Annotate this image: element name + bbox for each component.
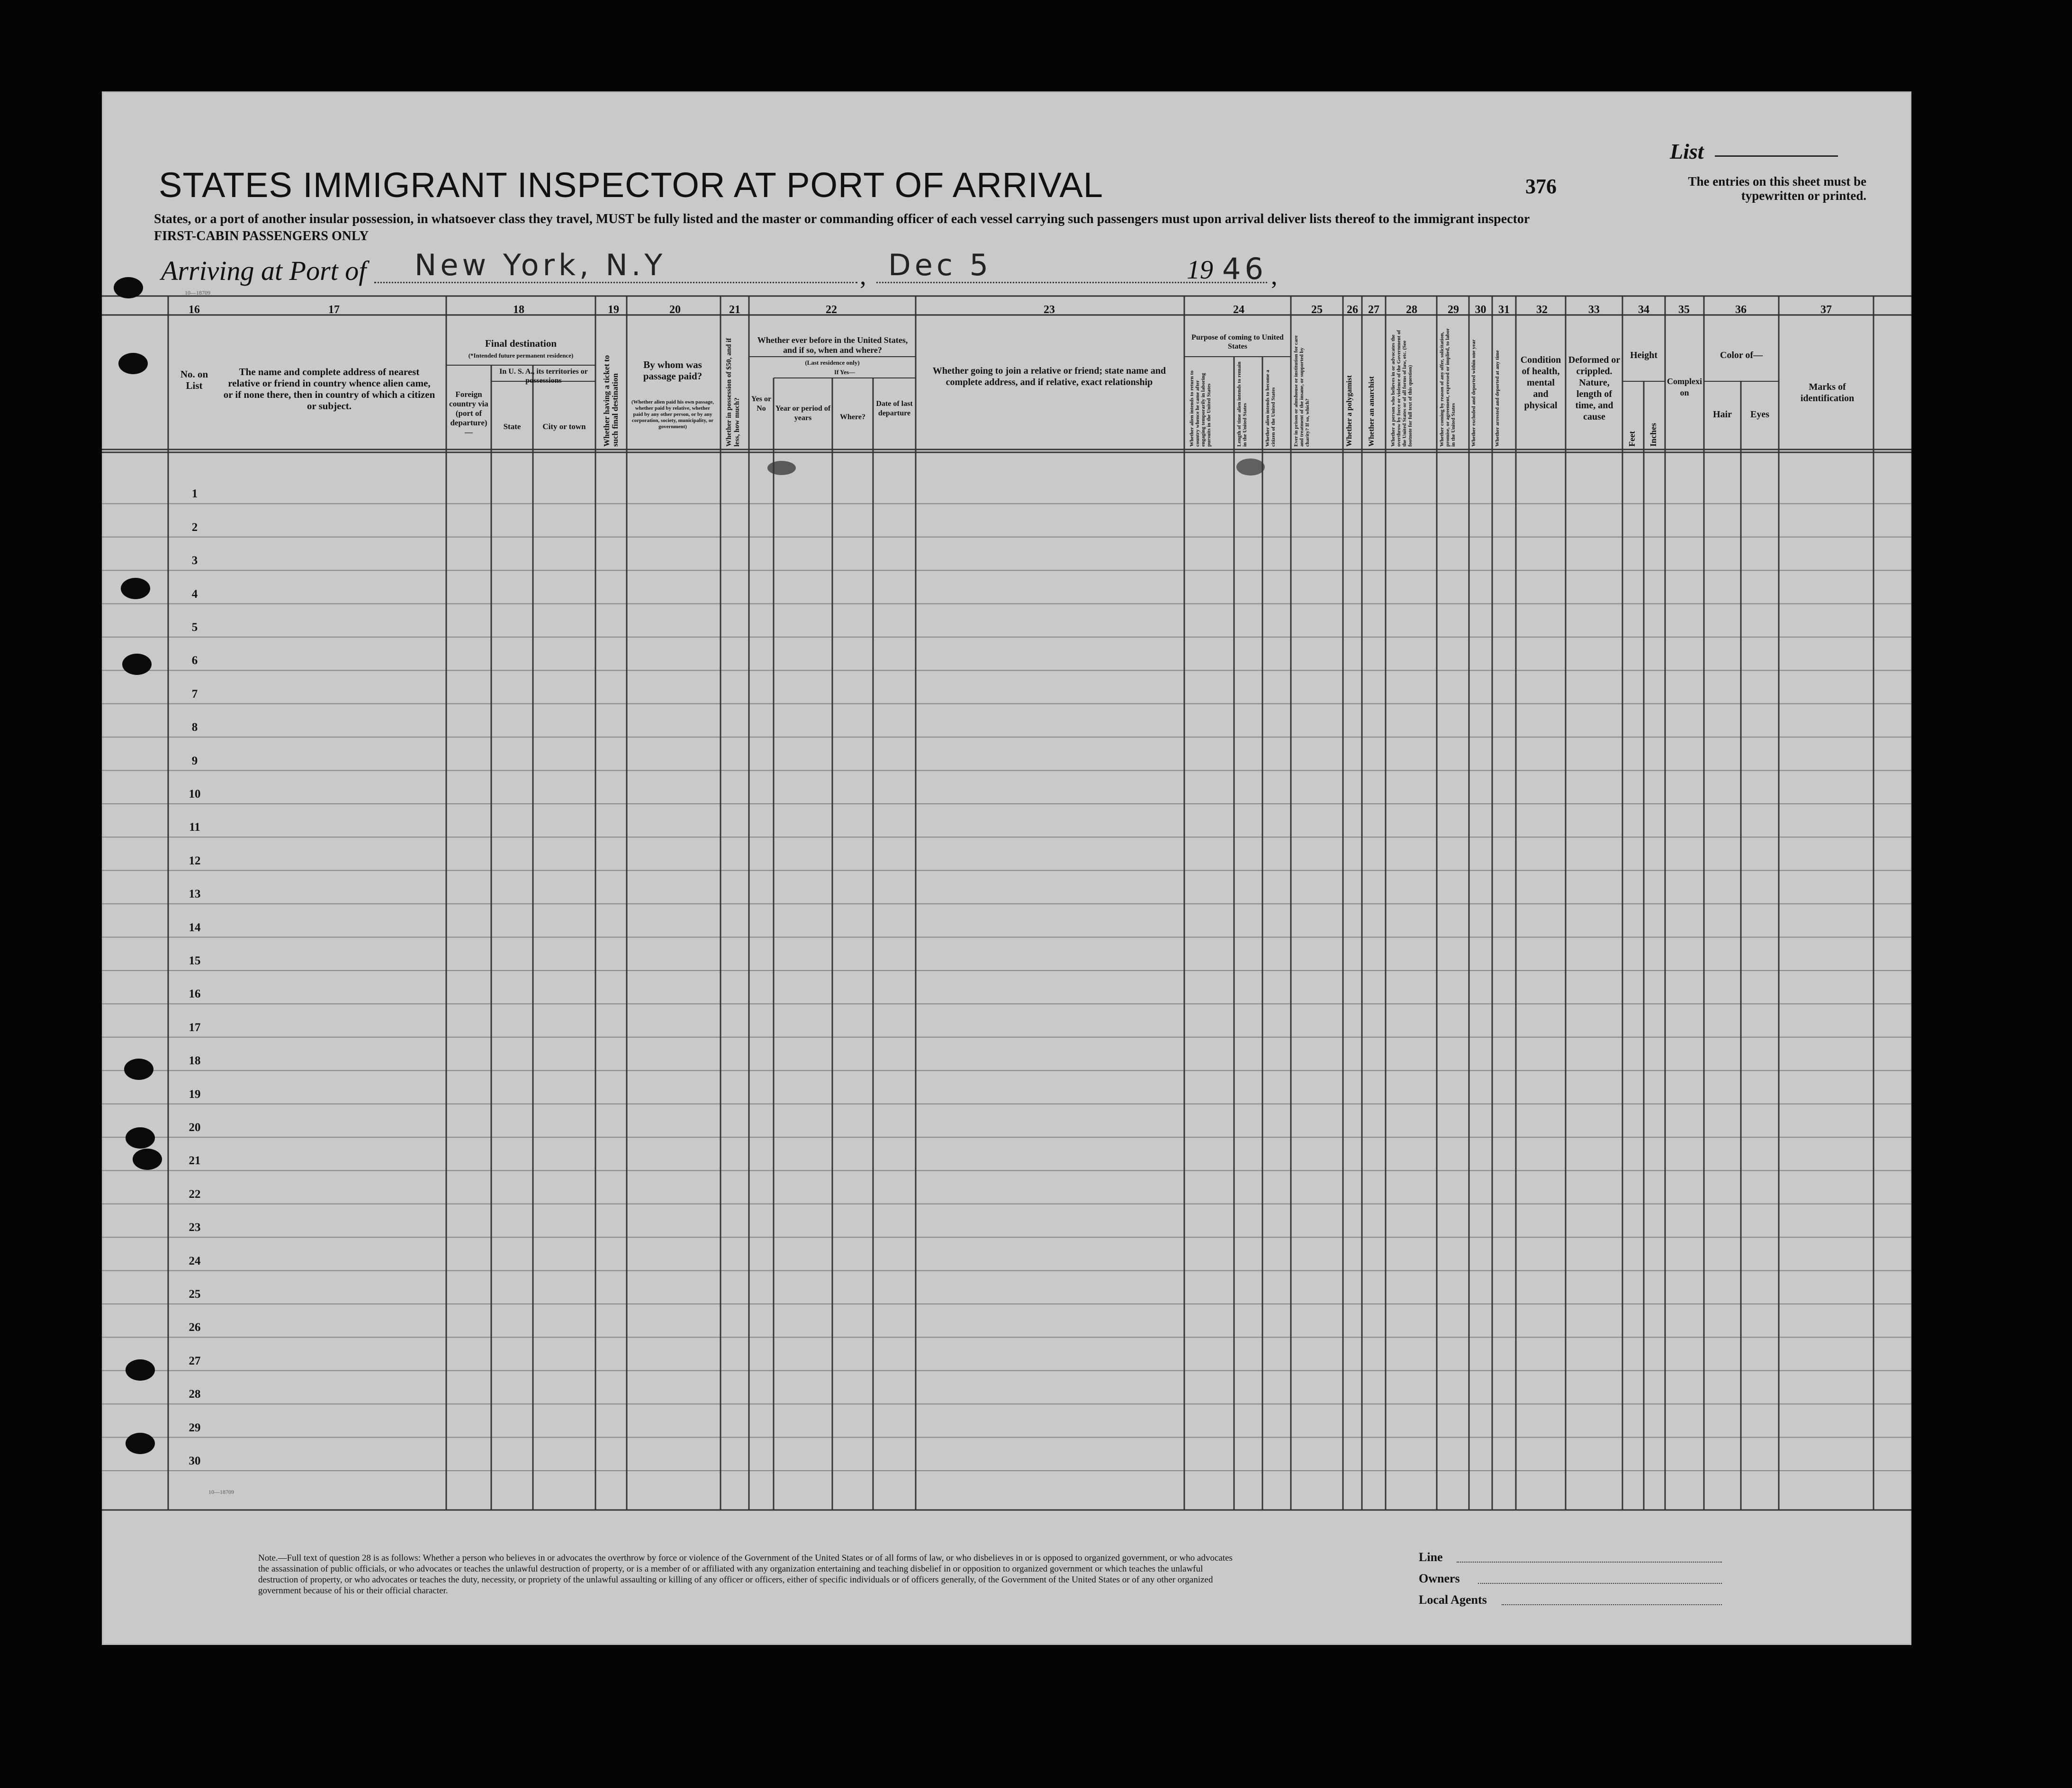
row-number: 22: [189, 1187, 201, 1201]
col-num-36: 36: [1735, 304, 1747, 316]
col26-header: Whether a polygamist: [1345, 375, 1353, 447]
col34-title: Height: [1630, 350, 1658, 360]
col-num-25: 25: [1311, 304, 1323, 316]
form-number-top: 10—18709: [185, 289, 210, 296]
row-number: 26: [189, 1321, 201, 1334]
row-number: 5: [191, 621, 198, 634]
local-agents-label: Local Agents: [1419, 1593, 1487, 1607]
row-number: 24: [189, 1254, 201, 1267]
col-num-34: 34: [1638, 304, 1649, 316]
row-number: 25: [189, 1288, 201, 1301]
col-num-24: 24: [1233, 304, 1244, 316]
row-number: 23: [189, 1221, 201, 1234]
col22-ifyes: If Yes—: [834, 368, 855, 376]
col-num-32: 32: [1536, 304, 1548, 316]
col18-title: Final destination: [485, 338, 557, 349]
binding-hole: [114, 277, 143, 298]
form-subtitle: States, or a port of another insular possession, in whatsoever class they travel, MUST be fully listed and the master or commanding officer of each vessel carrying such passengers must upon arrival deliver lists thereof to the immigrant inspector: [154, 212, 1530, 226]
col-num-20: 20: [669, 304, 681, 316]
col-num-22: 22: [826, 304, 837, 316]
row-number: 19: [189, 1087, 201, 1101]
col24-return: Whether alien intends to return to country whence he came after engaging temporarily in laboring pursuits in the United States: [1189, 370, 1212, 447]
col18-city: City or town: [542, 422, 586, 431]
row-number: 15: [189, 954, 201, 967]
class-line: FIRST-CABIN PASSENGERS ONLY: [154, 229, 369, 243]
col30-header: Whether excluded and deported within one year: [1471, 339, 1477, 447]
manifest-grid: [102, 91, 1911, 1645]
col33-header: Deformed or crippled. Nature, length of time, and cause: [1568, 355, 1621, 422]
col-num-27: 27: [1368, 304, 1379, 316]
line-field[interactable]: [1457, 1562, 1722, 1563]
col37-header: Marks of identification: [1800, 382, 1855, 404]
owners-label: Owners: [1419, 1572, 1460, 1585]
col25-header: Ever in prison or almshouse or institution for care and treatment of the insane, or supported by charity? If so, which?: [1293, 335, 1310, 447]
col18-foreign: Foreign country via (port of departure)—: [449, 390, 488, 437]
col18-usa: In U. S. A., its territories or possessions: [499, 368, 588, 385]
row-number: 28: [189, 1388, 201, 1401]
col-num-29: 29: [1448, 304, 1459, 316]
col-num-37: 37: [1820, 304, 1832, 316]
row-number: 4: [191, 587, 198, 601]
col-num-18: 18: [513, 304, 524, 316]
col34-inches: Inches: [1649, 422, 1658, 447]
col-num-16: 16: [189, 304, 200, 316]
sheet-number: 376: [1525, 175, 1557, 198]
col22-years: Year or period of years: [775, 404, 831, 422]
col-num-33: 33: [1588, 304, 1600, 316]
col22-yesno: Yes or No: [751, 395, 772, 413]
line-label: Line: [1419, 1550, 1443, 1564]
col36-eyes: Eyes: [1750, 409, 1769, 420]
binding-hole: [126, 1359, 155, 1381]
col36-title: Color of—: [1720, 350, 1763, 360]
form-number-bottom: 10—18709: [208, 1489, 234, 1495]
col21-header: Whether in possession of $50, and if less, how much?: [725, 338, 741, 447]
col-num-21: 21: [729, 304, 740, 316]
row-number: 20: [189, 1121, 201, 1134]
row-number: 10: [189, 788, 201, 800]
col17-header: The name and complete address of nearest relative or friend in country whence alien came, or if none there, then in country of which a citizen or subject.: [223, 366, 435, 412]
col-num-19: 19: [608, 304, 619, 316]
col28-header: Whether a person who believes in or advocates the overthrow by force or violence of the Government of the United States or of all forms of law, etc. (See footnote for full text of this question): [1390, 330, 1413, 447]
col-num-35: 35: [1678, 304, 1690, 316]
col22-subtitle: (Last residence only): [805, 359, 860, 366]
row-number: 21: [189, 1154, 201, 1168]
col-num-23: 23: [1044, 304, 1055, 316]
col29-header: Whether coming by reason of any offer, solicitation, promise, or agreement, expressed or implied, to labor in the United States: [1439, 328, 1456, 447]
date-value: Dec 5: [888, 248, 992, 282]
col23-header: Whether going to join a relative or friend; state name and complete address, and if relative, exact relationship: [932, 366, 1166, 387]
row-number: 12: [189, 854, 201, 867]
comma-2: ,: [1271, 261, 1278, 290]
year-value: 46: [1222, 252, 1267, 286]
col19-header: Whether having a ticket to such final destination: [602, 355, 620, 447]
col34-feet: Feet: [1627, 431, 1637, 447]
col-num-17: 17: [328, 304, 340, 316]
row-number: 8: [191, 721, 198, 734]
entries-note: The entries on this sheet must be typewritten or printed.: [1688, 174, 1866, 203]
col22-where: Where?: [840, 413, 865, 421]
comma-1: ,: [860, 261, 866, 290]
col-num-26: 26: [1347, 304, 1358, 316]
row-number: 30: [189, 1455, 201, 1467]
col24-length: Length of time alien intends to remain in the United States: [1236, 361, 1248, 447]
row-number: 3: [191, 554, 198, 567]
row-number: 1: [191, 487, 198, 501]
arriving-label: Arriving at Port of: [161, 255, 367, 286]
row-number: 14: [189, 921, 201, 934]
col32-header: Condition of health, mental and physical: [1520, 355, 1561, 411]
col22-title: Whether ever before in the United States, and if so, when and where?: [757, 335, 908, 355]
binding-hole: [118, 353, 148, 374]
list-label: List: [1670, 139, 1704, 163]
row-number: 29: [189, 1421, 201, 1434]
year-prefix: 19: [1187, 255, 1213, 285]
col20-title: By whom was passage paid?: [643, 359, 703, 382]
col35-header: Complexion: [1667, 377, 1702, 397]
row-number: 6: [191, 654, 198, 667]
row-number: 17: [189, 1021, 201, 1034]
row-number: 16: [189, 988, 201, 1001]
binding-hole: [126, 1433, 155, 1454]
col-num-31: 31: [1498, 304, 1510, 316]
col-num-30: 30: [1475, 304, 1486, 316]
ink-mark-2: [1236, 458, 1265, 476]
col31-header: Whether arrested and deported at any time: [1495, 350, 1500, 447]
col20-subtitle: (Whether alien paid his own passage, whether paid by relative, whether paid by any other person, or by any corporation, society, municipality, or government): [631, 399, 714, 430]
col-num-28: 28: [1406, 304, 1417, 316]
binding-hole: [133, 1149, 162, 1170]
col36-hair: Hair: [1713, 409, 1732, 420]
binding-hole: [126, 1127, 155, 1149]
row-number: 18: [189, 1054, 201, 1068]
port-value: New York, N.Y: [414, 248, 667, 282]
col24-title: Purpose of coming to United States: [1191, 333, 1284, 350]
question-28-note: Note.—Full text of question 28 is as follows: Whether a person who believes in or advocates the overthrow by force or violence of the Government of the United States or of all forms of law, or who disbelieves in or is opposed to organized government, or who advocates the assassination of public officials, or who advocates or teaches the unlawful destruction of property, or is a member of or affiliated with any organization entertaining and teaching disbelief in or opposition to organized government or which teaches the unlawful destruction of property, or who advocates or teaches the duty, necessity, or propriety of the unlawful assaulting or killing of any officer or officers, either of specific individuals or of officers generally, of the Government of the United States or of any other organized government because of his or their official character.: [258, 1553, 1233, 1596]
col22-date: Date of last departure: [876, 400, 913, 417]
binding-hole: [122, 654, 152, 675]
row-number: 9: [191, 754, 198, 767]
binding-hole: [124, 1059, 153, 1080]
manifest-sheet: [102, 91, 1911, 1645]
col18-subtitle: (*Intended future permanent residence): [468, 352, 574, 359]
binding-hole: [121, 578, 150, 599]
row-number: 13: [189, 888, 201, 901]
ink-mark-1: [767, 461, 796, 475]
row-number: 27: [189, 1354, 201, 1367]
owners-field[interactable]: [1478, 1583, 1722, 1584]
row-number: 11: [189, 821, 200, 834]
form-title: STATES IMMIGRANT INSPECTOR AT PORT OF ARRIVAL: [159, 165, 1104, 205]
row-number: 7: [191, 687, 198, 701]
col16-header: No. on List: [180, 368, 208, 391]
row-number: 2: [191, 521, 198, 534]
col18-state: State: [503, 422, 521, 431]
col24-citizen: Whether alien intends to become a citizen of the United States: [1265, 369, 1276, 447]
col27-header: Whether an anarchist: [1368, 376, 1376, 447]
local-agents-field[interactable]: [1502, 1604, 1722, 1605]
